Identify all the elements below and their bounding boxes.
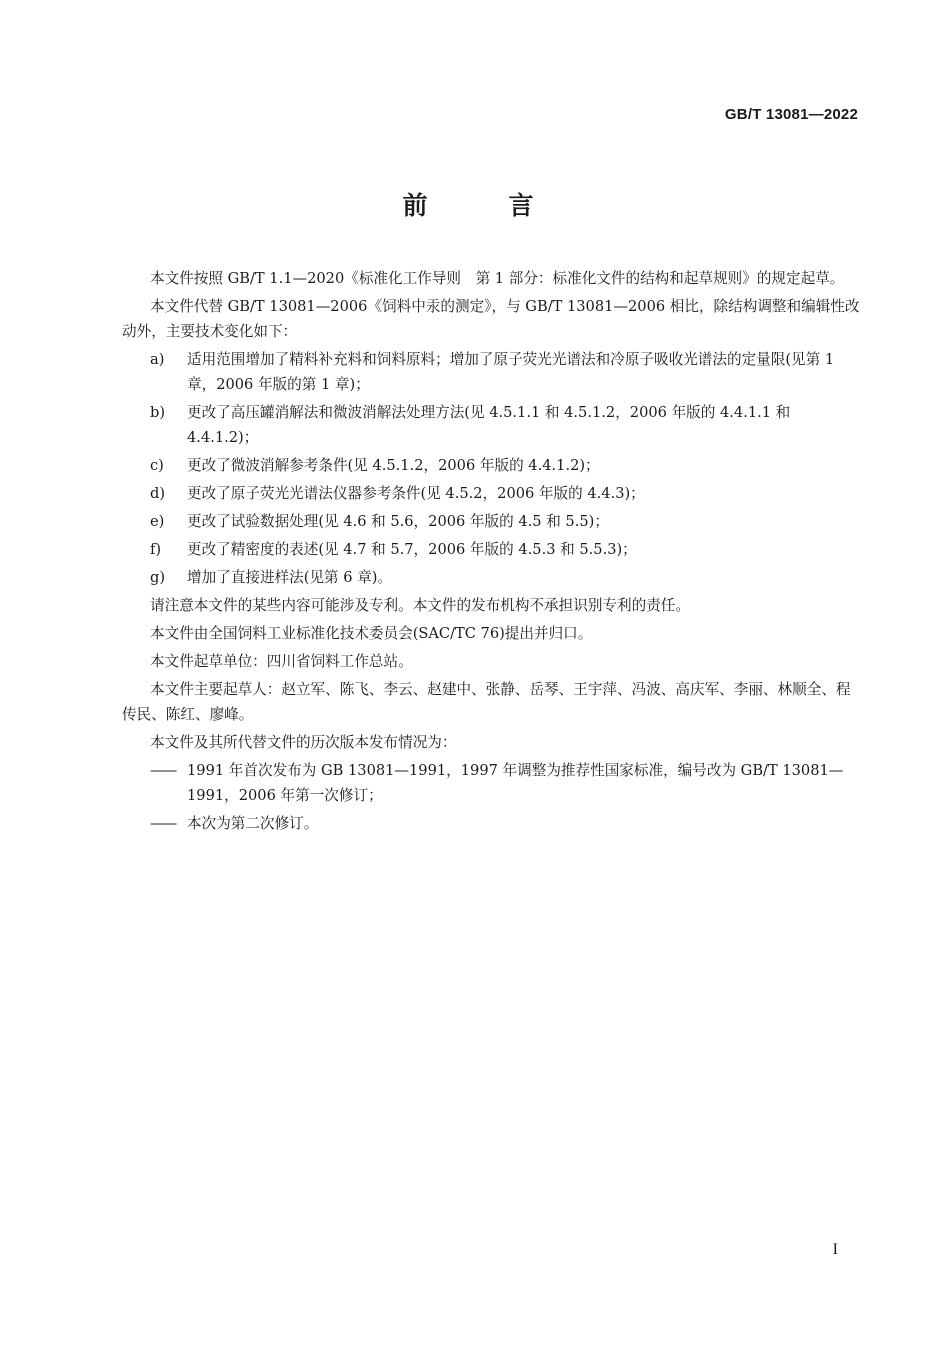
list-item [150, 481, 860, 506]
standard-code: GB/T 13081—2022 [724, 106, 858, 123]
page-title: 前 言 [402, 191, 562, 220]
list-item [150, 347, 860, 397]
list-item-label: g) [150, 569, 166, 586]
list-item-label: e) [150, 513, 165, 530]
list-item-label: a) [150, 351, 165, 368]
list-item-label: c) [150, 457, 164, 474]
list-item [150, 537, 860, 562]
list-item-text: 增加了直接进样法(见第 6 章)。 [187, 569, 393, 586]
list-item-text: 更改了试验数据处理(见 4.6 和 5.6，2006 年版的 4.5 和 5.5)； [187, 513, 609, 530]
history-item [150, 811, 860, 836]
list-item-label: b) [150, 404, 166, 421]
history-dash: —— [150, 815, 176, 832]
list-item-text: 更改了高压罐消解法和微波消解法处理方法(见 4.5.1.1 和 4.5.1.2，2006 年版的 4.4.1.1 和 4.4.1.2)； [187, 404, 791, 446]
list-item [150, 453, 860, 478]
paragraph-proposer: 本文件由全国饲料工业标准化技术委员会(SAC/TC 76)提出并归口。 [150, 625, 593, 642]
paragraph-history-intro: 本文件及其所代替文件的历次版本发布情况为： [150, 734, 457, 751]
paragraph-drafters: 本文件主要起草人：赵立军、陈飞、李云、赵建中、张静、岳琴、王宇萍、冯波、高庆军、李丽、林顺全、程传民、陈红、廖峰。 [122, 681, 851, 723]
history-text: 1991 年首次发布为 GB 13081—1991，1997 年调整为推荐性国家标准，编号改为 GB/T 13081—1991，2006 年第一次修订； [187, 762, 844, 804]
foreword-body [122, 266, 860, 836]
list-item-label: f) [150, 541, 162, 558]
page-number: I [832, 1241, 838, 1258]
history-item [150, 758, 860, 808]
list-item [150, 565, 860, 590]
paragraph-replacement: 本文件代替 GB/T 13081—2006《饲料中汞的测定》，与 GB/T 13081—2006 相比，除结构调整和编辑性改动外，主要技术变化如下： [122, 298, 860, 340]
paragraph-patent-notice: 请注意本文件的某些内容可能涉及专利。本文件的发布机构不承担识别专利的责任。 [150, 597, 690, 614]
history-text: 本次为第二次修订。 [187, 815, 319, 832]
list-item [150, 400, 860, 450]
history-dash: —— [150, 762, 176, 779]
list-item-text: 更改了微波消解参考条件(见 4.5.1.2，2006 年版的 4.4.1.2)； [187, 457, 600, 474]
paragraph-drafting-basis: 本文件按照 GB/T 1.1—2020《标准化工作导则 第 1 部分：标准化文件的结构和起草规则》的规定起草。 [150, 270, 845, 287]
paragraph-drafting-unit: 本文件起草单位：四川省饲料工作总站。 [150, 653, 413, 670]
list-item-text: 更改了原子荧光光谱法仪器参考条件(见 4.5.2，2006 年版的 4.4.3)； [187, 485, 645, 502]
list-item-text: 更改了精密度的表述(见 4.7 和 5.7，2006 年版的 4.5.3 和 5.5.3)； [187, 541, 637, 558]
list-item-text: 适用范围增加了精料补充料和饲料原料；增加了原子荧光光谱法和冷原子吸收光谱法的定量限(见第 1 章，2006 年版的第 1 章)； [187, 351, 835, 393]
list-item-label: d) [150, 485, 166, 502]
list-item [150, 509, 860, 534]
